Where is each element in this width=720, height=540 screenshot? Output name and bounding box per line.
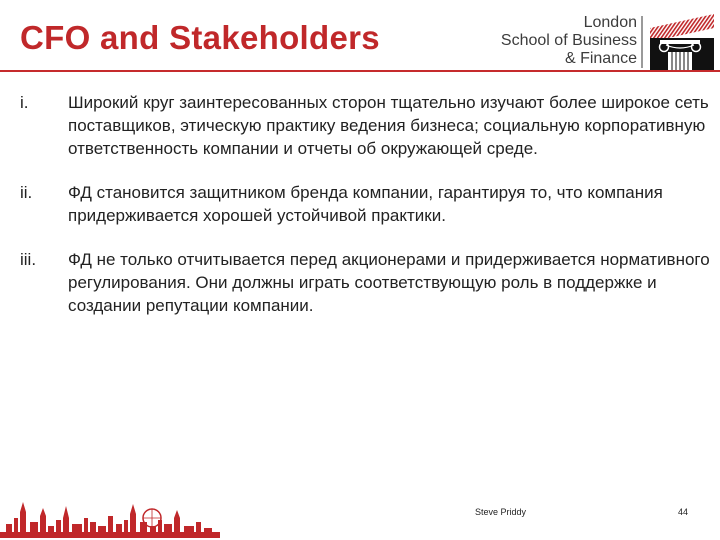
list-item-text: ФД не только отчитывается перед акционерами и придерживается нормативного регулирования. Они должны играть соответствующую роль в поддержке и создании репутации компании. bbox=[68, 250, 710, 315]
slide-title: CFO and Stakeholders bbox=[20, 19, 380, 56]
footer-author: Steve Priddy bbox=[475, 507, 527, 517]
list-item bbox=[20, 248, 710, 317]
title-divider bbox=[0, 70, 720, 72]
column-logo-icon bbox=[644, 14, 716, 70]
list-item-number: iii. bbox=[20, 250, 37, 269]
list-item-number: i. bbox=[20, 93, 29, 112]
list-item-number: ii. bbox=[20, 183, 33, 202]
logo-line-2: School of Business bbox=[500, 32, 637, 49]
london-skyline-icon bbox=[0, 488, 220, 538]
lsbf-logo bbox=[500, 14, 715, 70]
logo-text bbox=[501, 14, 637, 68]
numbered-list bbox=[20, 91, 710, 338]
logo-divider bbox=[641, 16, 643, 68]
logo-line-3: & Finance bbox=[564, 50, 637, 67]
logo-line-1: London bbox=[583, 14, 637, 31]
list-item-text: Широкий круг заинтересованных сторон тщательно изучают более широкое сеть поставщиков, этическую практику ведения бизнеса; социальную корпоративную ответственность компании и отчеты об окружающей среде. bbox=[68, 93, 709, 158]
list-item bbox=[20, 91, 710, 160]
list-item bbox=[20, 181, 710, 227]
page-number: 44 bbox=[678, 507, 689, 517]
list-item-text: ФД становится защитником бренда компании, гарантируя то, что компания придерживается хорошей устойчивой практики. bbox=[68, 183, 663, 225]
